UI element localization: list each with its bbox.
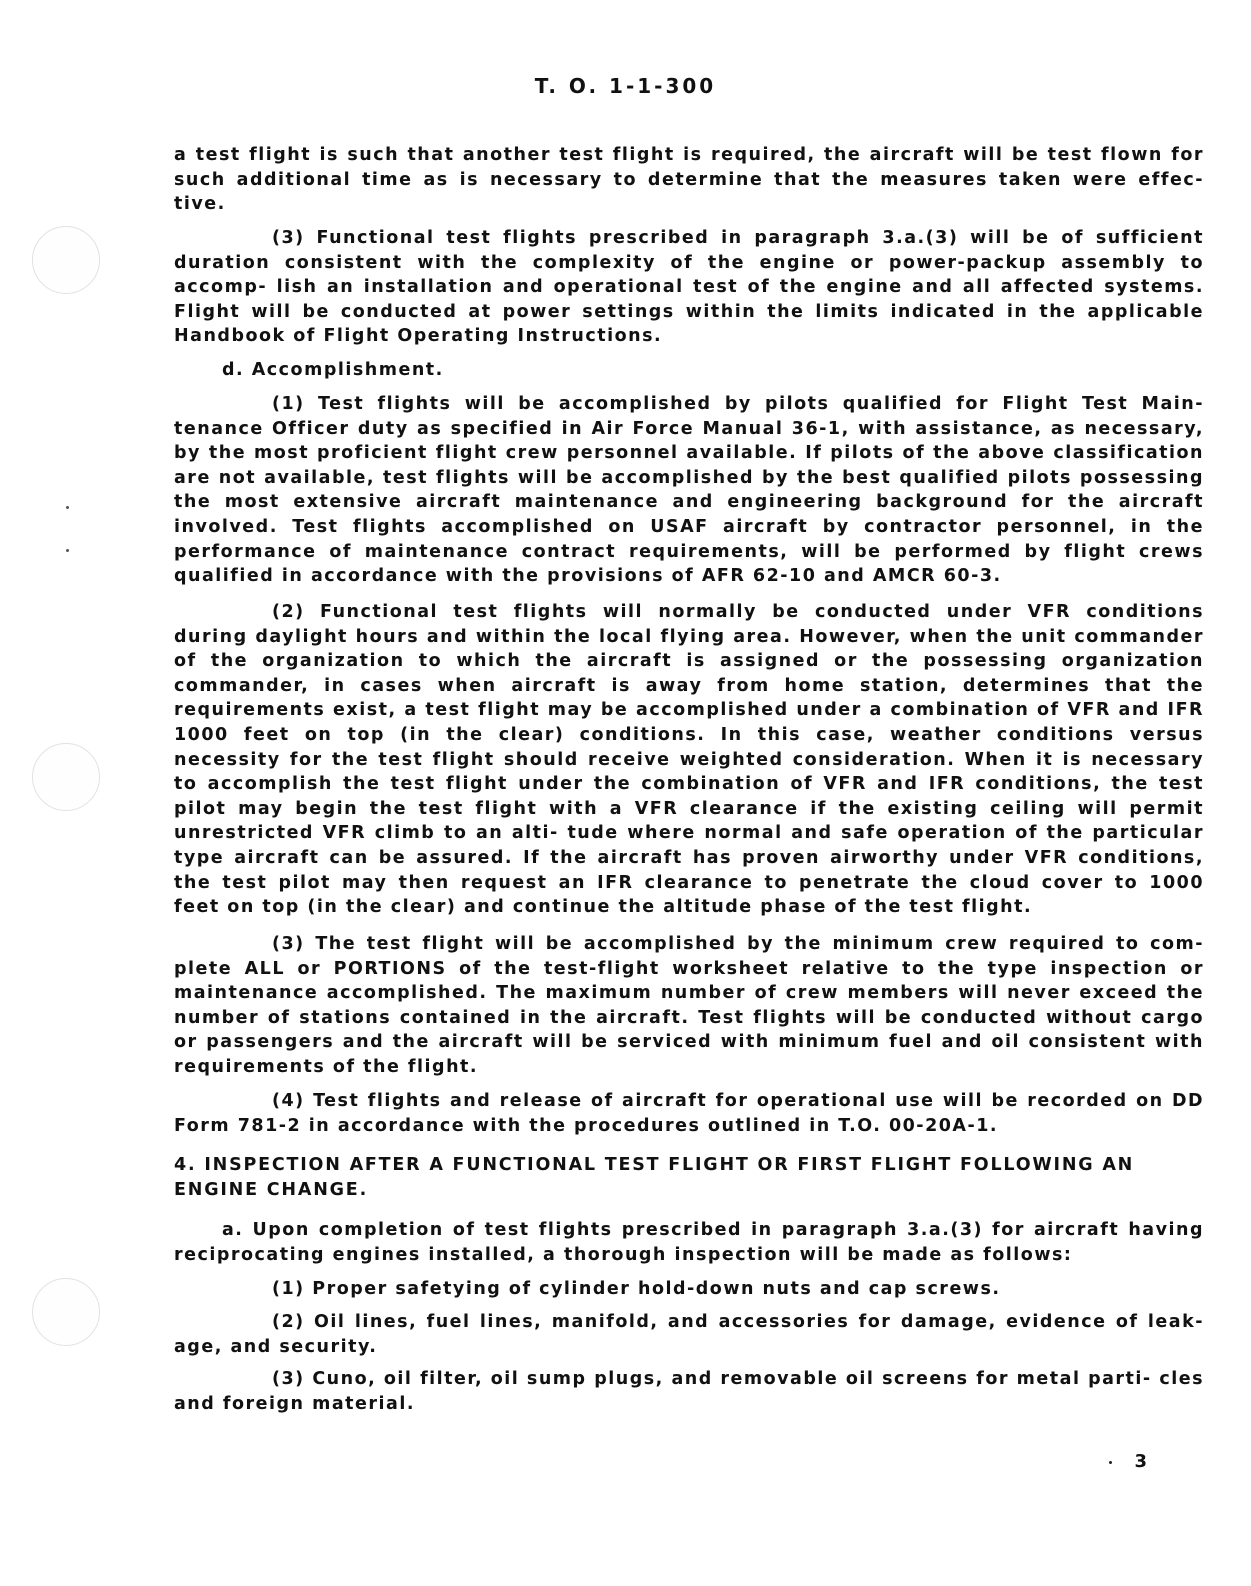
paragraph-d-heading: d. Accomplishment. bbox=[222, 360, 444, 380]
page-number-text: 3 bbox=[1134, 1451, 1147, 1472]
paragraph-d1: (1) Test flights will be accomplished by pilots qualified for Flight Test Main- tenance Officer duty as specified in Air Force Manual 36-1, with assistance, as necessary, by the most proficient flight crew personnel available. If pilots of the above classification are not available, test flights will be accomplished by the best qualified pilots possessing the most extensive aircraft maintenance and engineering background for the aircraft involved. Test flights accomplished on USAF aircraft by contractor personnel, in the performance of maintenance contract requirements, will be performed by flight crews qualified in accordance with the provisions of AFR 62-10 and AMCR 60-3. bbox=[174, 394, 1204, 587]
paragraph-4a2: (2) Oil lines, fuel lines, manifold, and accessories for damage, evidence of leak- age, and security. bbox=[174, 1312, 1204, 1357]
scan-speck bbox=[66, 549, 69, 552]
punch-hole-top bbox=[32, 226, 100, 294]
paragraph-c3: (3) Functional test flights prescribed in paragraph 3.a.(3) will be of sufficient duration consistent with the complexity of the engine or power-packup assembly to accomp- lish an installation and operational test of the engine and all affected systems. Flight will be conducted at power settings within the limits indicated in the applicable Handbook of Flight Operating Instructions. bbox=[174, 228, 1204, 347]
paragraph-d3: (3) The test flight will be accomplished by the minimum crew required to com- plete ALL or PORTIONS of the test-flight worksheet relative to the type inspection or maintenance accomplished. The maximum number of crew members will never exceed the number of stations contained in the aircraft. Test flights will be conducted without cargo or passengers and the aircraft will be serviced with minimum fuel and oil consistent with requirements of the flight. bbox=[174, 934, 1204, 1077]
scan-speck bbox=[66, 506, 69, 509]
punch-hole-bottom bbox=[32, 1278, 100, 1346]
paragraph-d4: (4) Test flights and release of aircraft for operational use will be recorded on DD Form 781-2 in accordance with the procedures outlined in T.O. 00-20A-1. bbox=[174, 1091, 1204, 1136]
paragraph-continuation: a test flight is such that another test flight is required, the aircraft will be test flown for such additional time as is necessary to determine that the measures taken were effec- tive. bbox=[174, 145, 1204, 215]
paragraph-4a: a. Upon completion of test flights prescribed in paragraph 3.a.(3) for aircraft having reciprocating engines installed, a thorough inspection will be made as follows: bbox=[174, 1220, 1204, 1265]
punch-hole-middle bbox=[32, 743, 100, 811]
document-number-header: T. O. 1-1-300 bbox=[534, 74, 717, 98]
section-4-heading: 4. INSPECTION AFTER A FUNCTIONAL TEST FLIGHT OR FIRST FLIGHT FOLLOWING AN ENGINE CHANGE. bbox=[174, 1155, 1135, 1200]
paragraph-d2: (2) Functional test flights will normally be conducted under VFR conditions during daylight hours and within the local flying area. However, when the unit commander of the organization to which the aircraft is assigned or the possessing organization commander, in cases when aircraft is away from home station, determines that the requirements exist, a test flight may be accomplished under a combination of VFR and IFR 1000 feet on top (in the clear) conditions. In this case, weather conditions versus necessity for the test flight should receive weighted consideration. When it is necessary to accomplish the test flight under the combination of VFR and IFR conditions, the test pilot may begin the test flight with a VFR clearance if the existing ceiling will permit unrestricted VFR climb to an alti- tude where normal and safe operation of the particular type aircraft can be assured. If the aircraft has proven airworthy under VFR conditions, the test pilot may then request an IFR clearance to penetrate the cloud cover to 1000 feet on top (in the clear) and continue the altitude phase of the test flight. bbox=[174, 602, 1204, 918]
paragraph-4a3: (3) Cuno, oil filter, oil sump plugs, and removable oil screens for metal parti- cles and foreign material. bbox=[174, 1369, 1204, 1414]
page-number bbox=[1109, 1451, 1147, 1472]
paragraph-4a1: (1) Proper safetying of cylinder hold-down nuts and cap screws. bbox=[272, 1279, 1001, 1299]
